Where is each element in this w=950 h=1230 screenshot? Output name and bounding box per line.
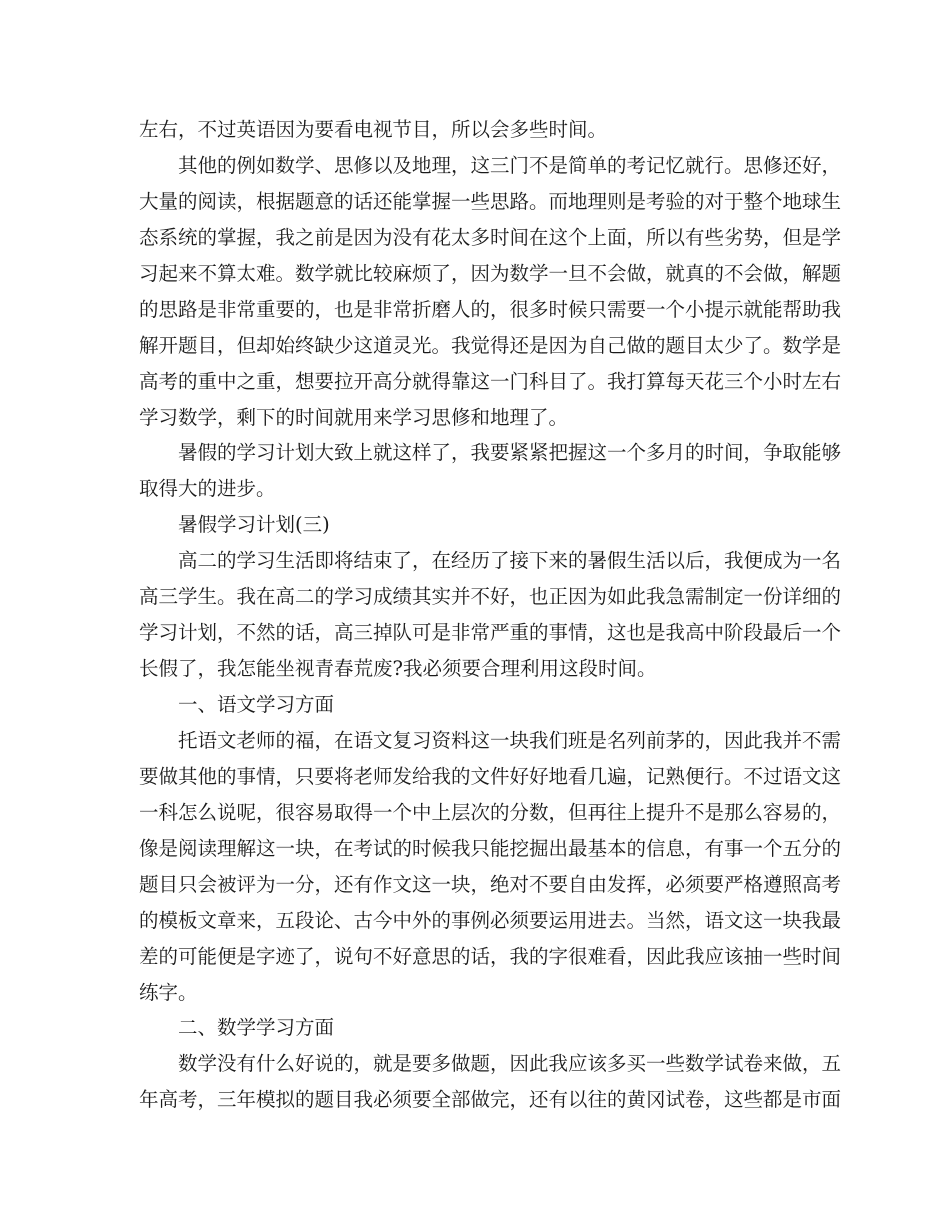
text-line: 习起来不算太难。数学就比较麻烦了，因为数学一旦不会做，就真的不会做，解题	[139, 262, 842, 285]
text-line: 取得大的进步。	[139, 477, 276, 500]
text-line: 高三学生。我在高二的学习成绩其实并不好，也正因为如此我急需制定一份详细的	[139, 585, 842, 608]
text-line: 一科怎么说呢，很容易取得一个中上层次的分数，但再往上提升不是那么容易的，	[139, 801, 842, 824]
text-line: 数学没有什么好说的，就是要多做题，因此我应该多买一些数学试卷来做，五	[178, 1052, 842, 1075]
text-line: 题目只会被评为一分，还有作文这一块，绝对不要自由发挥，必须要严格遵照高考	[139, 873, 842, 896]
text-line: 练字。	[139, 981, 198, 1004]
text-line: 要做其他的事情，只要将老师发给我的文件好好地看几遍，记熟便行。不过语文这	[139, 765, 842, 788]
text-line: 的模板文章来，五段论、古今中外的事例必须要运用进去。当然，语文这一块我最	[139, 909, 842, 932]
text-line: 大量的阅读，根据题意的话还能掌握一些思路。而地理则是考验的对于整个地球生	[139, 190, 842, 213]
text-line: 高考的重中之重，想要拉开高分就得靠这一门科目了。我打算每天花三个小时左右	[139, 370, 842, 393]
text-line: 其他的例如数学、思修以及地理，这三门不是简单的考记忆就行。思修还好，	[178, 154, 842, 177]
section-heading: 二、数学学习方面	[178, 1016, 335, 1039]
section-heading: 暑假学习计划(三)	[178, 513, 330, 536]
text-line: 左右，不过英语因为要看电视节目，所以会多些时间。	[139, 118, 608, 141]
text-line: 的思路是非常重要的，也是非常折磨人的，很多时候只需要一个小提示就能帮助我	[139, 298, 842, 321]
text-line: 高二的学习生活即将结束了，在经历了接下来的暑假生活以后，我便成为一名	[178, 549, 842, 572]
text-line: 长假了，我怎能坐视青春荒废?我必须要合理利用这段时间。	[139, 657, 657, 680]
text-line: 学习计划，不然的话，高三掉队可是非常严重的事情，这也是我高中阶段最后一个	[139, 621, 842, 644]
text-line: 差的可能便是字迹了，说句不好意思的话，我的字很难看，因此我应该抽一些时间	[139, 945, 842, 968]
text-line: 像是阅读理解这一块，在考试的时候我只能挖掘出最基本的信息，有事一个五分的	[139, 837, 842, 860]
text-line: 托语文老师的福，在语文复习资料这一块我们班是名列前茅的，因此我并不需	[178, 729, 842, 752]
text-line: 暑假的学习计划大致上就这样了，我要紧紧把握这一个多月的时间，争取能够	[178, 441, 842, 464]
text-line: 态系统的掌握，我之前是因为没有花太多时间在这个上面，所以有些劣势，但是学	[139, 226, 842, 249]
section-heading: 一、语文学习方面	[178, 693, 335, 716]
text-line: 解开题目，但却始终缺少这道灵光。我觉得还是因为自己做的题目太少了。数学是	[139, 334, 842, 357]
text-line: 学习数学，剩下的时间就用来学习思修和地理了。	[139, 406, 569, 429]
text-line: 年高考，三年模拟的题目我必须要全部做完，还有以往的黄冈试卷，这些都是市面	[139, 1088, 842, 1111]
